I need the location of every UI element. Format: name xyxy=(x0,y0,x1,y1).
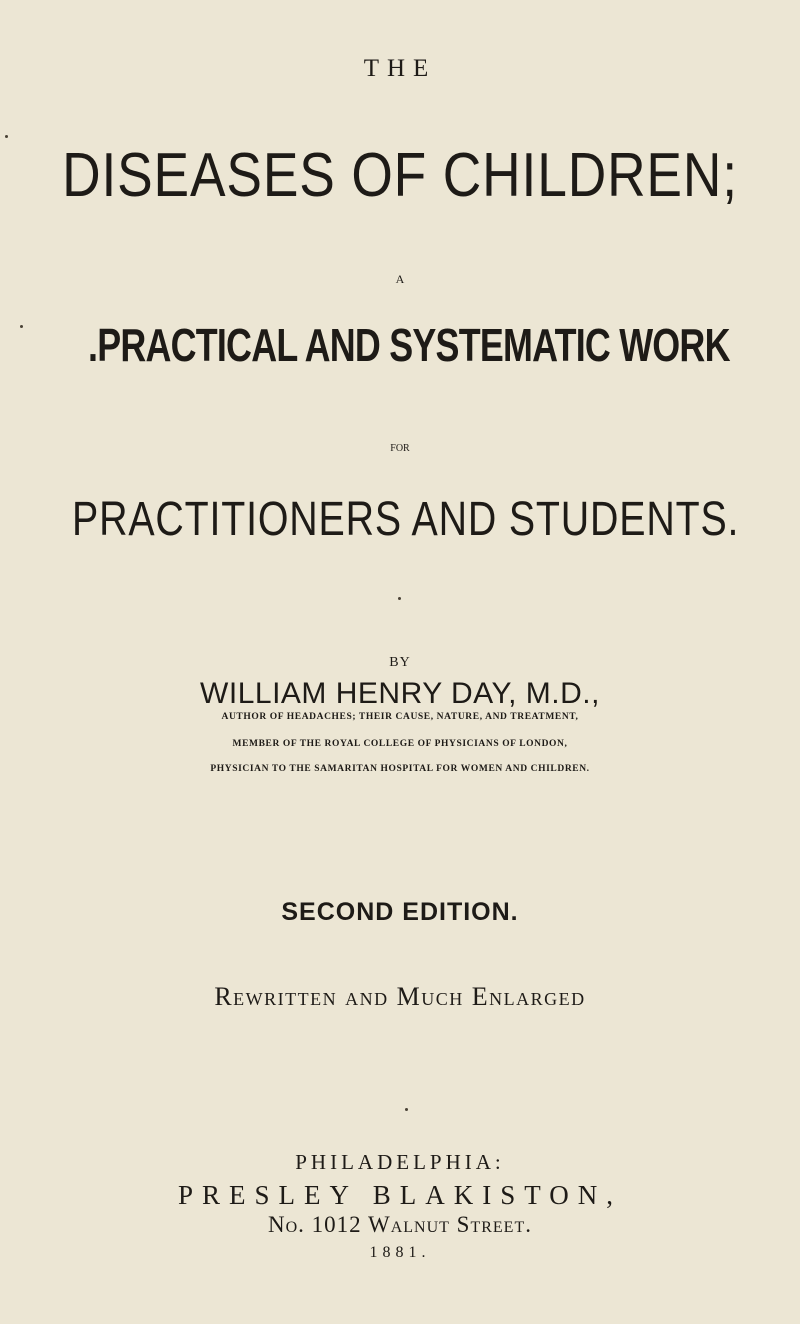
audience-line: PRACTITIONERS AND STUDENTS. xyxy=(72,493,740,546)
title-article: THE xyxy=(363,55,437,82)
publisher-city: PHILADELPHIA: xyxy=(295,1150,505,1174)
author-credential: MEMBER OF THE ROYAL COLLEGE OF PHYSICIANS OF LONDON, xyxy=(232,739,568,749)
publication-year: 1881. xyxy=(369,1244,431,1261)
connector-for: FOR xyxy=(390,443,410,454)
author-credential: AUTHOR OF HEADACHES; THEIR CAUSE, NATURE, AND TREATMENT, xyxy=(221,712,579,722)
connector-a: A xyxy=(395,272,405,286)
ink-speck xyxy=(398,597,401,600)
connector-by: BY xyxy=(389,655,411,670)
ink-speck xyxy=(20,325,23,328)
publisher-name: PRESLEY BLAKISTON, xyxy=(177,1180,623,1210)
edition-line: SECOND EDITION. xyxy=(281,898,519,926)
main-title: DISEASES OF CHILDREN; xyxy=(62,141,738,210)
ink-speck xyxy=(5,135,8,138)
subtitle: .PRACTICAL AND SYSTEMATIC WORK xyxy=(88,319,730,371)
ink-speck xyxy=(405,1108,408,1111)
author-credential: PHYSICIAN TO THE SAMARITAN HOSPITAL FOR WOMEN AND CHILDREN. xyxy=(210,764,590,774)
revision-line: Rewritten and Much Enlarged xyxy=(214,982,586,1011)
publisher-address: No. 1012 Walnut Street. xyxy=(268,1212,532,1237)
author-name: WILLIAM HENRY DAY, M.D., xyxy=(200,677,600,710)
